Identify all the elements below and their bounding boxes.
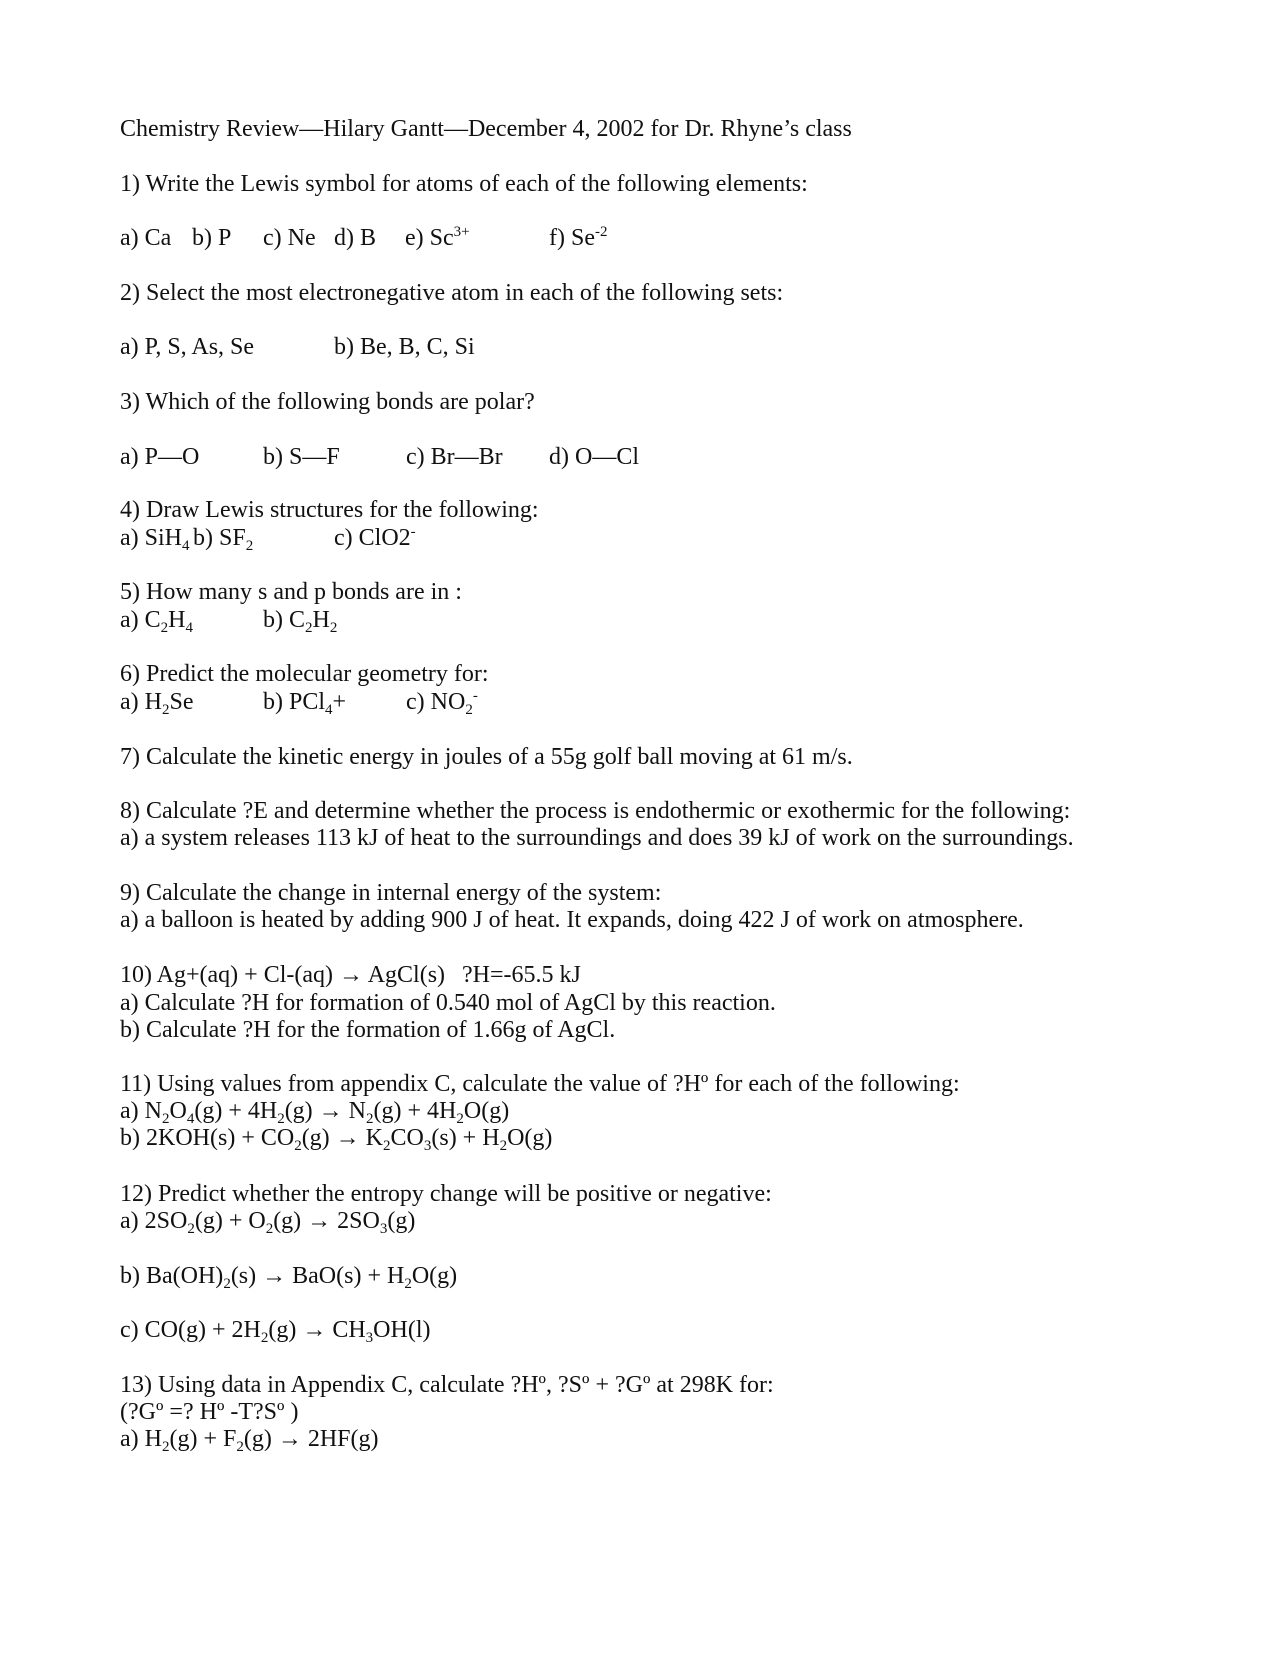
question-4-prompt: 4) Draw Lewis structures for the following:	[120, 497, 539, 523]
question-6-prompt: 6) Predict the molecular geometry for:	[120, 661, 489, 687]
q1-option-f: f) $Se^{-2}$	[549, 224, 608, 251]
question-12-b: b) $Ba(OH)_2(s) \to BaO(s) + H_2O(g)$	[120, 1263, 458, 1292]
q3-option-b: b) S—F	[263, 444, 340, 470]
q2-option-b: b) Be, B, C, Si	[334, 334, 475, 360]
question-11-a: a) $N_2O_4(g) + 4H_2(g) \to N_2(g) + 4H_2O(g)$	[120, 1098, 510, 1127]
q3-option-c: c) Br—Br	[406, 444, 503, 470]
question-13-formula: (?Gº =? Hº -T?Sº )	[120, 1399, 299, 1425]
question-2-prompt: 2) Select the most electronegative atom in each of the following sets:	[120, 280, 784, 306]
q6-option-c: c) $NO_2^-$	[406, 688, 478, 718]
question-10-b: b) Calculate ?H for the formation of 1.66g of AgCl.	[120, 1017, 616, 1043]
question-10-a: a) Calculate ?H for formation of 0.540 mol of AgCl by this reaction.	[120, 990, 776, 1016]
question-12-c: c) $CO(g) + 2H_2(g) \to CH_3OH(l)$	[120, 1317, 431, 1346]
q4-option-c: c) ClO2-	[334, 524, 416, 551]
q10-enthalpy: ?H=-65.5 kJ	[462, 962, 581, 988]
question-13-prompt: 13) Using data in Appendix C, calculate ?Hº, ?Sº + ?Gº at 298K for:	[120, 1372, 774, 1398]
q3-option-d: d) O—Cl	[549, 444, 639, 470]
q1-option-b: b) P	[192, 225, 232, 251]
question-13-a: a) $H_2(g) + F_2(g) \to 2HF(g)$	[120, 1426, 379, 1455]
q6-option-a: a) $H_2Se$	[120, 689, 194, 718]
q1-option-a: a) Ca	[120, 225, 172, 251]
q5-option-b: b) $C_2H_2$	[263, 607, 338, 636]
question-5-prompt: 5) How many s and p bonds are in :	[120, 579, 462, 605]
question-8-prompt: 8) Calculate ?E and determine whether the process is endothermic or exothermic for the following:	[120, 798, 1071, 824]
q3-option-a: a) P—O	[120, 444, 200, 470]
question-7: 7) Calculate the kinetic energy in joules of a 55g golf ball moving at 61 m/s.	[120, 744, 853, 770]
question-1-prompt: 1) Write the Lewis symbol for atoms of each of the following elements:	[120, 171, 808, 197]
question-3-prompt: 3) Which of the following bonds are polar?	[120, 389, 535, 415]
question-12-a: a) $2SO_2(g) + O_2(g) \to 2SO_3(g)$	[120, 1208, 416, 1237]
q10-equation: 10) Ag+(aq) + Cl-(aq) → AgCl(s)	[120, 962, 446, 988]
q1-option-c: c) Ne	[263, 225, 316, 251]
question-9-prompt: 9) Calculate the change in internal energy of the system:	[120, 880, 662, 906]
q1-option-e: e) $Sc^{3+}$	[405, 224, 470, 251]
question-8-a: a) a system releases 113 kJ of heat to the surroundings and does 39 kJ of work on the surroundings.	[120, 825, 1074, 851]
q2-option-a: a) P, S, As, Se	[120, 334, 255, 360]
q5-option-a: a) $C_2H_4$	[120, 607, 193, 636]
page-title: Chemistry Review—Hilary Gantt—December 4, 2002 for Dr. Rhyne’s class	[120, 116, 852, 142]
q1-option-d: d) B	[334, 225, 376, 251]
q4-option-b: b) $SF_2$	[193, 525, 254, 554]
question-9-a: a) a balloon is heated by adding 900 J of heat. It expands, doing 422 J of work on atmosphere.	[120, 907, 1024, 933]
question-11-prompt: 11) Using values from appendix C, calculate the value of ?Hº for each of the following:	[120, 1071, 960, 1097]
q6-option-b: b) PCl$_4$+	[263, 689, 347, 718]
question-11-b: b) $2KOH(s) + CO_2(g) \to K_2CO_3(s) + H_2O(g)$	[120, 1125, 553, 1154]
question-12-prompt: 12) Predict whether the entropy change will be positive or negative:	[120, 1181, 772, 1207]
q4-option-a: a) SiH$_4$	[120, 525, 190, 554]
